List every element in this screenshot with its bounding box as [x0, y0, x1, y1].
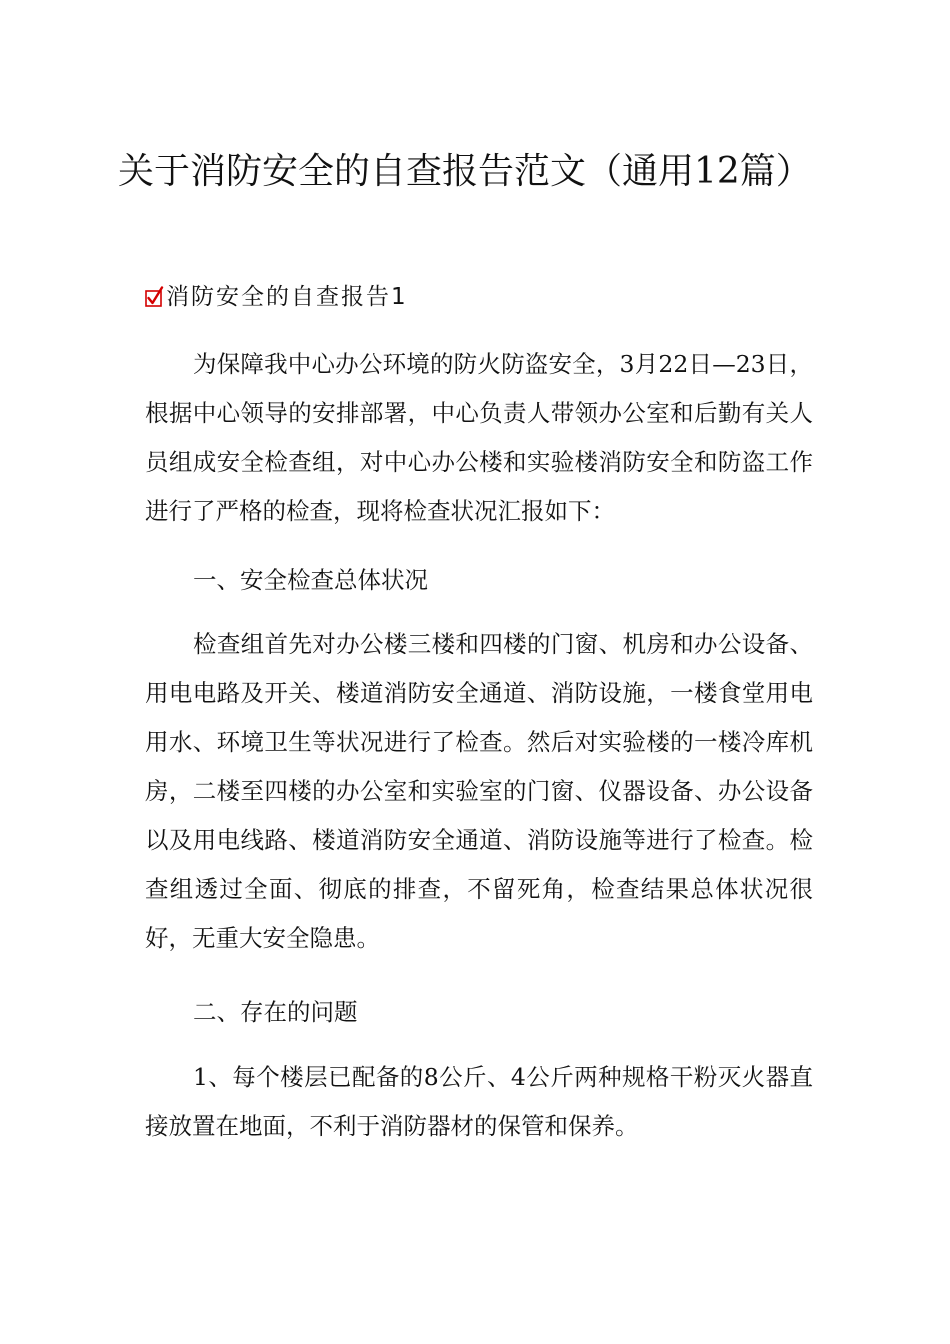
subheading-overall-status: 一、安全检查总体状况	[193, 566, 428, 594]
intro-paragraph: 为保障我中心办公环境的防火防盗安全，3月22日—23日，根据中心领导的安排部署，中心负责人带领办公室和后勤有关人员组成安全检查组，对中心办公楼和实验楼消防安全和防盗工作进行了严格的检查，现将检查状况汇报如下：	[145, 350, 813, 525]
section-heading-text: 消防安全的自查报告1	[166, 283, 408, 310]
section-heading	[144, 277, 408, 311]
checkbox-checked-icon	[144, 286, 164, 308]
problem-one-paragraph: 1、每个楼层已配备的8公斤、4公斤两种规格干粉灭火器直接放置在地面，不利于消防器材的保管和保养。	[145, 1063, 813, 1140]
subheading-problems: 二、存在的问题	[193, 998, 358, 1026]
document-title: 关于消防安全的自查报告范文（通用12篇）	[118, 151, 812, 192]
overview-paragraph: 检查组首先对办公楼三楼和四楼的门窗、机房和办公设备、用电电路及开关、楼道消防安全通道、消防设施，一楼食堂用电用水、环境卫生等状况进行了检查。然后对实验楼的一楼冷库机房，二楼至四楼的办公室和实验室的门窗、仪器设备、办公设备以及用电线路、楼道消防安全通道、消防设施等进行了检查。检查组透过全面、彻底的排查，不留死角，检查结果总体状况很好，无重大安全隐患。	[145, 630, 813, 952]
